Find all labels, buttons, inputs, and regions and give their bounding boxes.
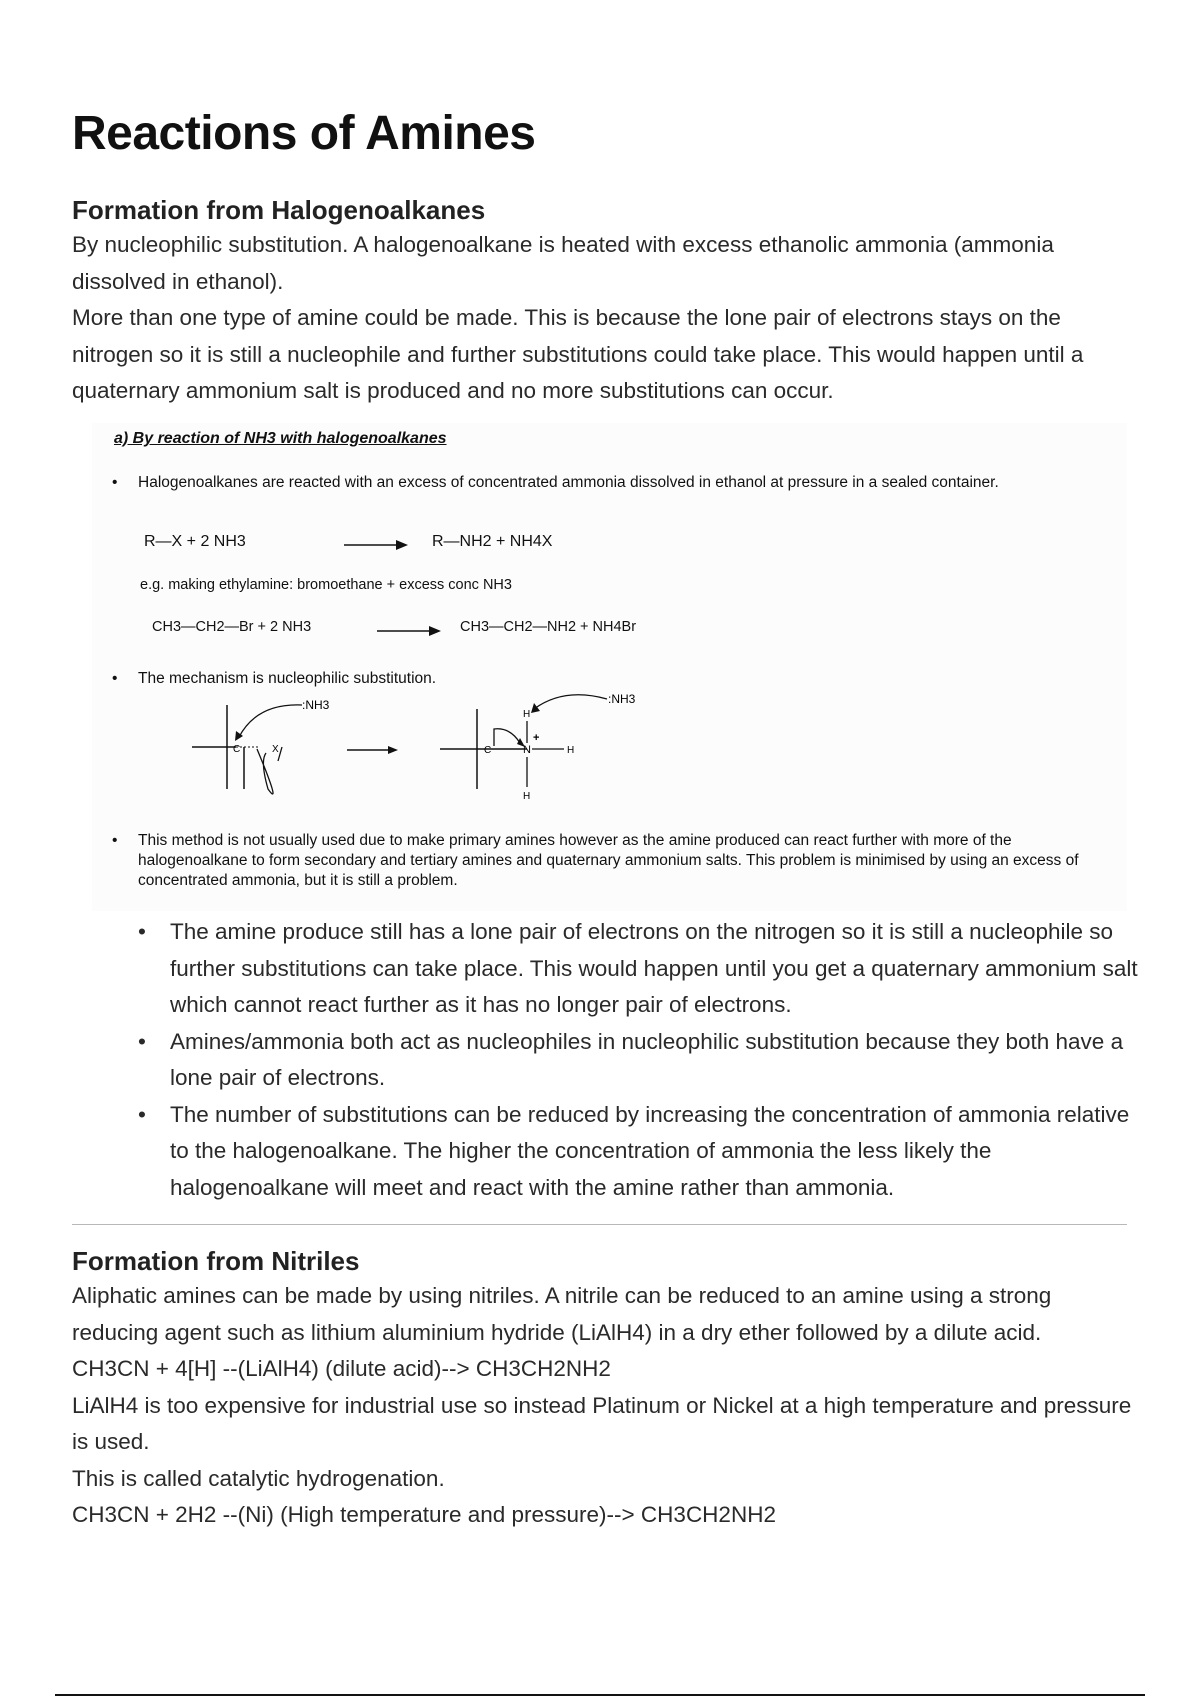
section-nitriles bbox=[72, 1244, 1132, 1534]
divider bbox=[72, 1224, 1127, 1225]
atom-label: H bbox=[523, 709, 531, 720]
figure-title: a) By reaction of NH3 with halogenoalkanes bbox=[114, 430, 447, 447]
atom-label: N bbox=[523, 744, 531, 756]
atom-label: C bbox=[233, 744, 241, 755]
footer-rule bbox=[55, 1694, 1145, 1696]
atom-label: C bbox=[484, 745, 492, 756]
section-heading: Formation from Halogenoalkanes bbox=[72, 195, 486, 225]
list-item: • Amines/ammonia both act as nucleophiles in nucleophilic substitution because they both have a lone pair of electrons. bbox=[130, 1024, 1140, 1097]
bullet-dot-icon: • bbox=[112, 474, 118, 491]
reaction-arrow-icon bbox=[388, 746, 398, 754]
atom-label: X bbox=[272, 744, 279, 755]
list-item: • The amine produce still has a lone pair of electrons on the nitrogen so it is still a nucleophile so further substitutions can take place. This would happen until you get a quaternary ammonium salt which cannot react further as it has no longer pair of electrons. bbox=[130, 914, 1140, 1024]
bullet-dot-icon: • bbox=[112, 670, 118, 687]
bullet-dot-icon: • bbox=[138, 919, 146, 944]
equation-left: R—X + 2 NH3 bbox=[144, 533, 246, 550]
equation-line: CH3CN + 4[H] --(LiAlH4) (dilute acid)--> CH3CH2NH2 bbox=[72, 1356, 611, 1381]
bullet-dot-icon: • bbox=[138, 1028, 146, 1054]
equation-left: CH3—CH2—Br + 2 NH3 bbox=[152, 619, 312, 635]
equation-right: R—NH2 + NH4X bbox=[432, 533, 553, 550]
equation-line: CH3CN + 2H2 --(Ni) (High temperature and pressure)--> CH3CH2NH2 bbox=[72, 1502, 776, 1527]
mechanism-diagram bbox=[132, 691, 652, 816]
atom-label: :NH3 bbox=[608, 692, 636, 706]
paragraph: Aliphatic amines can be made by using nitriles. A nitrile can be reduced to an amine using a strong reducing agent such as lithium aluminium hydride (LiAlH4) in a dry ether followed by a dilute acid. bbox=[72, 1283, 1052, 1345]
page-title: Reactions of Amines bbox=[72, 107, 536, 160]
atom-label: :NH3 bbox=[302, 698, 330, 712]
section-heading: Formation from Nitriles bbox=[72, 1246, 360, 1276]
paragraph: More than one type of amine could be made. This is because the lone pair of electrons stays on the nitrogen so it is still a nucleophile and further substitutions could take place. This would happen until a quaternary ammonium salt is produced and no more substitutions can occur. bbox=[72, 305, 1084, 403]
bullet-dot-icon: • bbox=[112, 832, 118, 849]
reaction-arrow-icon bbox=[344, 539, 408, 551]
atom-label: H bbox=[567, 745, 575, 756]
paragraph: This is called catalytic hydrogenation. bbox=[72, 1465, 445, 1491]
equation-right: CH3—CH2—NH2 + NH4Br bbox=[460, 619, 637, 635]
textbook-figure: a) By reaction of NH3 with halogenoalkanes • Halogenoalkanes are reacted with an excess of concentrated ammonia dissolved in ethanol at pressure in a sealed container. R—X + 2 NH3 R—NH2 + NH4X e.g. making ethylamine: bromoethane + excess conc NH3 CH3—CH2—Br + 2 NH3 CH3—CH2—NH2 + NH4Br • The mechanism is nucleophilic substitution. C X :NH3 C N + H H H :NH3 • This method is not usually used due to make primary amines however as the amine produced can react further with more of the halogenoalkane to form secondary and tertiary amines and quaternary ammonium salts. This problem is minimised by using an excess of concentrated ammonia, but it is still a problem. bbox=[92, 423, 1127, 911]
paragraph: By nucleophilic substitution. A halogenoalkane is heated with excess ethanolic ammonia (ammonia dissolved in ethanol). bbox=[72, 232, 1054, 294]
list-item: • The number of substitutions can be reduced by increasing the concentration of ammonia relative to the halogenoalkane. The higher the concentration of ammonia the less likely the halogenoalkane will meet and react with the amine rather than ammonia. bbox=[130, 1097, 1140, 1207]
atom-label: H bbox=[523, 791, 531, 802]
halogenoalkane-structure bbox=[192, 705, 302, 794]
bullet-list bbox=[130, 914, 1140, 1206]
example-label: e.g. making ethylamine: bromoethane + excess conc NH3 bbox=[140, 577, 512, 593]
bullet-dot-icon: • bbox=[138, 1101, 146, 1127]
reaction-arrow-icon bbox=[377, 625, 441, 637]
section-halogenoalkanes bbox=[72, 193, 1132, 410]
charge-label: + bbox=[533, 732, 540, 744]
paragraph: LiAlH4 is too expensive for industrial use so instead Platinum or Nickel at a high temperature and pressure is used. bbox=[72, 1392, 1132, 1454]
